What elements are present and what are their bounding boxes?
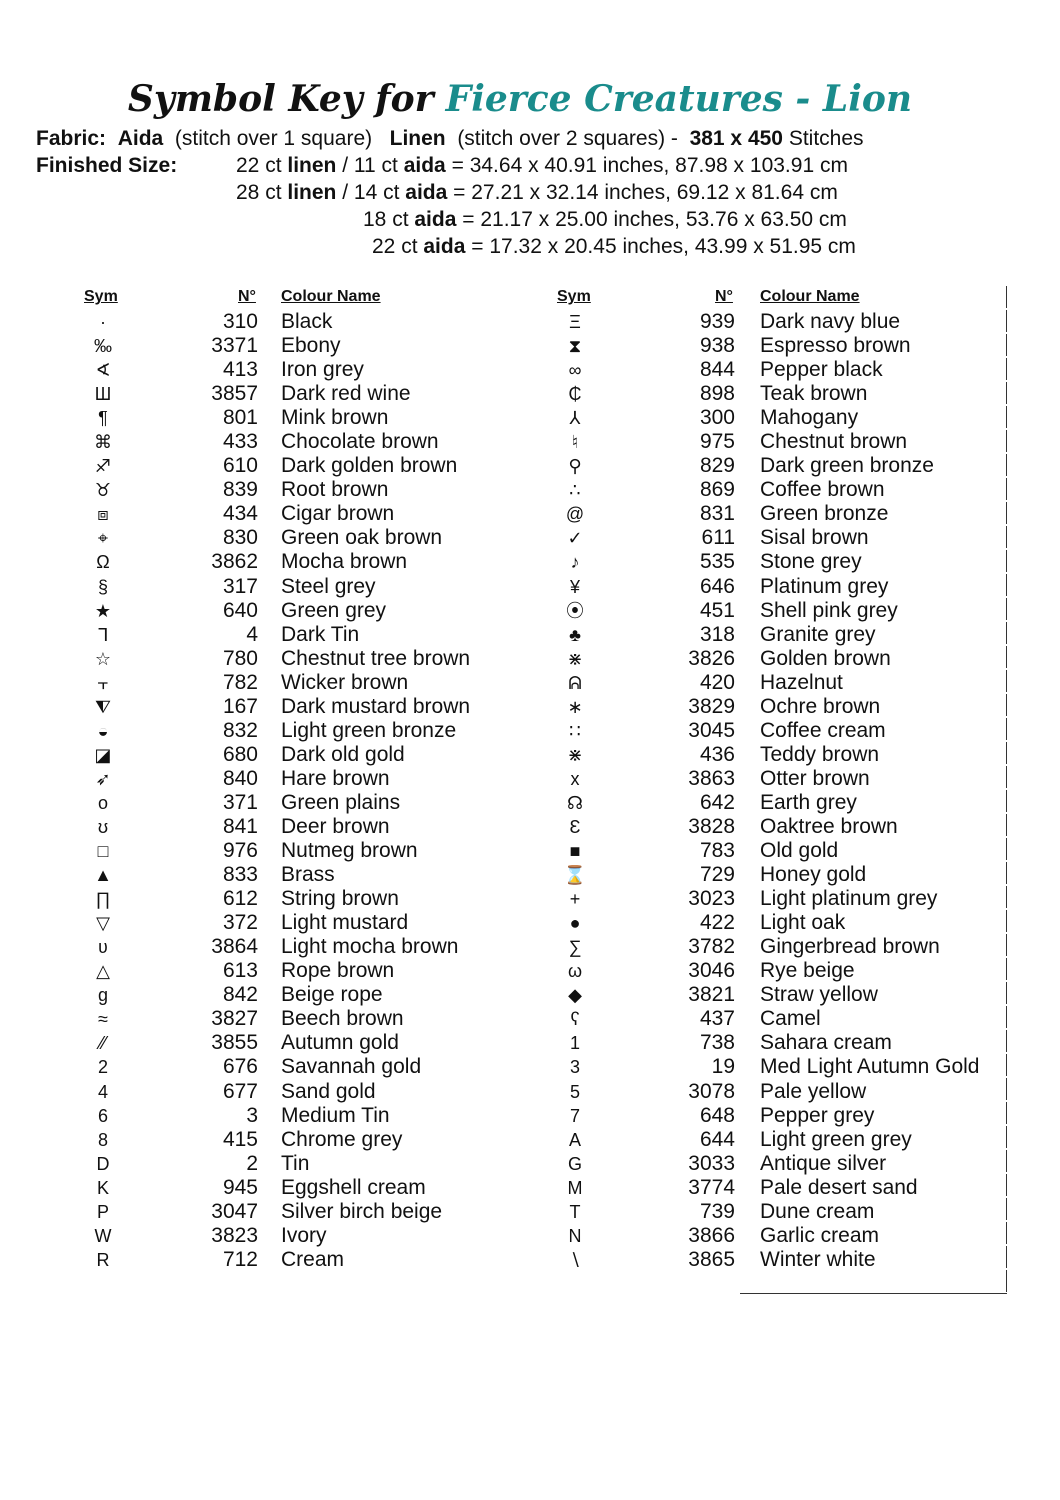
symbol-glyph: ▲ — [94, 865, 112, 886]
colour-name: Light platinum grey — [760, 887, 938, 911]
size-fabric-aida: aida — [403, 154, 446, 177]
symbol-glyph: ∏ — [95, 889, 111, 910]
size-fabric-aida: aida — [405, 181, 448, 204]
header-sym-right: Sym — [557, 288, 591, 305]
symbol-glyph: ⦿ — [566, 600, 584, 621]
size-fabric-aida: aida — [423, 235, 466, 258]
symbol-glyph: ∴ — [569, 480, 581, 501]
thread-number: 420 — [699, 670, 735, 694]
symbol-glyph: ♮ — [571, 432, 579, 453]
size-dimensions: = 34.64 x 40.91 inches, 87.98 x 103.91 cm — [451, 154, 848, 177]
colour-name: String brown — [281, 887, 399, 911]
header-num-left: N° — [238, 288, 256, 305]
colour-name: Beech brown — [281, 1007, 404, 1031]
thread-number: 648 — [699, 1103, 735, 1127]
size-fabric-linen: linen — [287, 154, 337, 177]
thread-number: 422 — [699, 911, 735, 935]
symbol-glyph: ⅄ — [569, 408, 581, 429]
colour-name: Deer brown — [281, 814, 390, 838]
colour-name: Gingerbread brown — [760, 935, 940, 959]
symbol-glyph: ∷ — [569, 720, 581, 741]
colour-name: Cigar brown — [281, 502, 395, 526]
colour-name: Chocolate brown — [281, 430, 439, 454]
symbol-glyph: ∖ — [569, 1249, 581, 1270]
colour-name: Pepper black — [760, 358, 883, 382]
fabric-linen-note: (stitch over 2 squares) - — [457, 127, 678, 150]
thread-number: 712 — [222, 1247, 258, 1271]
symbol-glyph: · — [100, 312, 106, 332]
colour-name: Sisal brown — [760, 526, 869, 550]
page-title — [0, 78, 1040, 120]
colour-name: Sand gold — [281, 1079, 376, 1103]
fabric-aida-note: (stitch over 1 square) — [174, 127, 373, 150]
symbol-glyph: x — [570, 768, 580, 789]
thread-number: 3863 — [688, 766, 735, 790]
symbol-glyph: ʋ — [98, 937, 108, 958]
symbol-glyph: ♐ — [94, 456, 112, 477]
colour-name: Old gold — [760, 839, 839, 863]
symbol-glyph: 4 — [97, 1081, 108, 1102]
colour-name: Coffee cream — [760, 718, 886, 742]
symbol-glyph: ✓ — [567, 528, 583, 549]
symbol-glyph: ⧗ — [568, 336, 582, 357]
symbol-glyph: A — [568, 1129, 581, 1150]
thread-number: 3855 — [211, 1031, 258, 1055]
thread-number: 841 — [222, 814, 258, 838]
colour-name: Dark golden brown — [281, 454, 458, 478]
header-sym-left: Sym — [84, 288, 118, 305]
symbol-glyph: Ξ — [569, 312, 581, 332]
thread-number: 310 — [222, 310, 258, 333]
symbol-glyph: ¶ — [98, 408, 108, 429]
symbol-glyph: ♪ — [570, 552, 580, 573]
fabric-label: Fabric: — [36, 127, 107, 150]
size-dimensions: = 27.21 x 32.14 inches, 69.12 x 81.64 cm — [453, 181, 838, 204]
title-prefix: Symbol Key for — [127, 78, 434, 120]
colour-name: Dark red wine — [281, 382, 411, 406]
symbol-glyph: ⋇ — [567, 648, 583, 669]
colour-name: Rye beige — [760, 959, 855, 983]
symbol-glyph: ∞ — [568, 360, 582, 381]
size-line — [372, 233, 856, 260]
thread-number: 434 — [222, 502, 258, 526]
thread-number: 801 — [222, 406, 258, 430]
thread-number: 640 — [222, 598, 258, 622]
symbol-glyph: ☊ — [567, 792, 583, 813]
thread-number: 839 — [222, 478, 258, 502]
colour-name: Dark navy blue — [760, 310, 901, 333]
symbol-glyph: 7 — [569, 1105, 580, 1126]
colour-name: Ochre brown — [760, 694, 881, 718]
symbol-glyph: ☆ — [94, 648, 112, 669]
thread-number: 3866 — [688, 1223, 735, 1247]
colour-name: Eggshell cream — [281, 1175, 426, 1199]
thread-number: 3827 — [211, 1007, 258, 1031]
colour-name: Coffee brown — [760, 478, 885, 502]
symbol-glyph: ≈ — [98, 1009, 108, 1030]
thread-number: 939 — [699, 310, 735, 333]
symbol-glyph: ⚲ — [568, 456, 582, 477]
finished-size-label: Finished Size: — [36, 154, 178, 177]
thread-number: 3782 — [688, 935, 735, 959]
finished-size-label-row — [36, 152, 177, 179]
stitches-word: Stitches — [788, 127, 864, 150]
colour-name: Light green grey — [760, 1127, 912, 1151]
symbol-glyph: ᒣ — [97, 624, 109, 645]
colour-name: Teddy brown — [760, 742, 880, 766]
symbol-glyph: ω — [567, 961, 583, 982]
thread-number: 19 — [711, 1055, 735, 1079]
header-name-left: Colour Name — [281, 288, 381, 305]
symbol-glyph: 2 — [97, 1057, 108, 1078]
colour-name: Teak brown — [760, 382, 868, 406]
size-ct: 22 ct — [372, 235, 418, 258]
thread-number: 738 — [699, 1031, 735, 1055]
colour-name: Green oak brown — [281, 526, 443, 550]
colour-name: Hazelnut — [760, 670, 843, 694]
thread-number: 371 — [222, 790, 258, 814]
colour-name: Winter white — [760, 1247, 876, 1271]
thread-number: 3774 — [688, 1175, 735, 1199]
thread-number: 898 — [699, 382, 735, 406]
thread-number: 945 — [222, 1175, 258, 1199]
symbol-glyph: ♣ — [569, 624, 581, 645]
size-line — [236, 179, 838, 206]
colour-name: Green plains — [281, 790, 401, 814]
symbol-glyph: ⧨ — [94, 696, 112, 717]
symbol-glyph: ▽ — [96, 913, 110, 934]
thread-number: 644 — [699, 1127, 735, 1151]
symbol-glyph: ⁄⁄ — [99, 1033, 106, 1054]
symbol-glyph: Ω — [96, 552, 110, 573]
colour-name: Dune cream — [760, 1199, 875, 1223]
colour-name: Mocha brown — [281, 550, 408, 574]
thread-number: 3821 — [688, 983, 735, 1007]
thread-number: 3828 — [688, 814, 735, 838]
symbol-glyph: T — [569, 1201, 581, 1222]
thread-number: 535 — [699, 550, 735, 574]
thread-number: 830 — [222, 526, 258, 550]
thread-number: 3857 — [211, 382, 258, 406]
colour-name: Oaktree brown — [760, 814, 898, 838]
colour-name: Brass — [281, 863, 335, 887]
colour-name: Garlic cream — [760, 1223, 880, 1247]
thread-number: 415 — [222, 1127, 258, 1151]
thread-number: 3 — [246, 1103, 258, 1127]
symbol-glyph: @ — [565, 504, 585, 525]
colour-name: Steel grey — [281, 574, 376, 598]
colour-name: Wicker brown — [281, 670, 409, 694]
colour-name: Light oak — [760, 911, 846, 935]
thread-number: 869 — [699, 478, 735, 502]
colour-name: Beige rope — [281, 983, 383, 1007]
thread-number: 3864 — [211, 935, 258, 959]
colour-name: Sahara cream — [760, 1031, 892, 1055]
colour-name: Cream — [281, 1247, 345, 1271]
thread-number: 3862 — [211, 550, 258, 574]
thread-number: 2 — [246, 1151, 258, 1175]
thread-number: 413 — [222, 358, 258, 382]
thread-number: 3826 — [688, 646, 735, 670]
symbol-glyph: ⌛ — [563, 865, 587, 886]
symbol-glyph: △ — [96, 961, 110, 982]
colour-name: Espresso brown — [760, 334, 911, 358]
thread-number: 3023 — [688, 887, 735, 911]
symbol-glyph: ⌖ — [97, 528, 109, 549]
colour-name: Otter brown — [760, 766, 870, 790]
thread-number: 831 — [699, 502, 735, 526]
thread-number: 975 — [699, 430, 735, 454]
symbol-glyph: W — [94, 1225, 112, 1246]
size-ct-alt: / 14 ct — [342, 181, 400, 204]
size-fabric-linen: linen — [287, 181, 337, 204]
colour-name: Chestnut tree brown — [281, 646, 471, 670]
symbol-glyph: ¥ — [569, 576, 580, 597]
thread-number: 3371 — [211, 334, 258, 358]
symbol-glyph: o — [97, 792, 108, 813]
size-fabric-aida: aida — [414, 208, 457, 231]
symbol-glyph: ● — [569, 913, 581, 934]
thread-number: 676 — [222, 1055, 258, 1079]
colour-name: Straw yellow — [760, 983, 878, 1007]
colour-name: Rope brown — [281, 959, 395, 983]
thread-number: 833 — [222, 863, 258, 887]
colour-name: Light green bronze — [281, 718, 457, 742]
thread-number: 3047 — [211, 1199, 258, 1223]
bottom-border-line — [740, 1293, 1007, 1294]
symbol-glyph: ◆ — [568, 985, 582, 1006]
thread-number: 729 — [699, 863, 735, 887]
colour-name: Root brown — [281, 478, 389, 502]
thread-number: 300 — [699, 406, 735, 430]
colour-name: Dark old gold — [281, 742, 405, 766]
symbol-glyph: K — [96, 1177, 109, 1198]
colour-name: Iron grey — [281, 358, 364, 382]
colour-name: Pale yellow — [760, 1079, 867, 1103]
size-line — [236, 152, 848, 179]
symbol-glyph: + — [569, 889, 581, 910]
thread-number: 844 — [699, 358, 735, 382]
colour-name: Tin — [281, 1151, 310, 1175]
symbol-glyph: § — [97, 576, 108, 597]
thread-number: 832 — [222, 718, 258, 742]
header-num-right: N° — [715, 288, 733, 305]
thread-number: 677 — [222, 1079, 258, 1103]
symbol-glyph: P — [96, 1201, 109, 1222]
colour-name: Stone grey — [760, 550, 862, 574]
fabric-line — [36, 125, 864, 152]
symbol-glyph: ⧈ — [97, 504, 109, 525]
symbol-glyph: ∢ — [95, 360, 111, 381]
thread-number: 782 — [222, 670, 258, 694]
thread-number: 167 — [222, 694, 258, 718]
colour-name: Chestnut brown — [760, 430, 908, 454]
colour-name: Autumn gold — [281, 1031, 399, 1055]
thread-number: 3046 — [688, 959, 735, 983]
size-ct-alt: / 11 ct — [342, 154, 398, 177]
thread-number: 317 — [222, 574, 258, 598]
thread-number: 3033 — [688, 1151, 735, 1175]
colour-name: Mink brown — [281, 406, 389, 430]
symbol-glyph: ₵ — [568, 384, 582, 405]
thread-number: 642 — [699, 790, 735, 814]
size-dimensions: = 21.17 x 25.00 inches, 53.76 x 63.50 cm — [462, 208, 847, 231]
colour-name: Hare brown — [281, 766, 390, 790]
stitch-count: 381 x 450 — [689, 127, 783, 150]
colour-name: Shell pink grey — [760, 598, 898, 622]
colour-name: Nutmeg brown — [281, 839, 418, 863]
size-ct: 18 ct — [363, 208, 409, 231]
colour-name: Medium Tin — [281, 1103, 390, 1127]
symbol-glyph: 1 — [569, 1033, 580, 1054]
symbol-glyph: 3 — [569, 1057, 580, 1078]
colour-name: Dark green bronze — [760, 454, 934, 478]
thread-number: 372 — [222, 911, 258, 935]
fabric-aida: Aida — [117, 127, 164, 150]
thread-number: 612 — [222, 887, 258, 911]
symbol-glyph: N — [568, 1225, 582, 1246]
thread-number: 611 — [701, 526, 735, 550]
colour-name: Pepper grey — [760, 1103, 875, 1127]
thread-number: 3823 — [211, 1223, 258, 1247]
right-border-line — [1006, 286, 1007, 1294]
size-ct: 22 ct — [236, 154, 282, 177]
symbol-glyph: ■ — [569, 841, 581, 862]
thread-number: 613 — [222, 959, 258, 983]
colour-name: Silver birch beige — [281, 1199, 443, 1223]
thread-number: 680 — [222, 742, 258, 766]
symbol-glyph: 5 — [569, 1081, 580, 1102]
thread-number: 3045 — [688, 718, 735, 742]
thread-number: 3829 — [688, 694, 735, 718]
colour-name: Earth grey — [760, 790, 857, 814]
symbol-glyph: ⫟ — [97, 672, 109, 693]
thread-number: 433 — [222, 430, 258, 454]
symbol-glyph: ◪ — [94, 744, 112, 765]
symbol-glyph: ⋇ — [567, 744, 583, 765]
colour-name: Pale desert sand — [760, 1175, 918, 1199]
colour-name: Golden brown — [760, 646, 891, 670]
symbol-glyph: □ — [97, 841, 109, 862]
symbol-glyph: Ɛ — [569, 816, 581, 837]
thread-number: 829 — [699, 454, 735, 478]
colour-name: Granite grey — [760, 622, 876, 646]
title-pattern-name: Fierce Creatures - Lion — [445, 78, 913, 120]
symbol-glyph: ⌘ — [94, 432, 112, 453]
symbol-glyph: M — [567, 1177, 583, 1198]
size-ct: 28 ct — [236, 181, 282, 204]
header-name-right: Colour Name — [760, 288, 860, 305]
symbol-glyph: 6 — [97, 1105, 108, 1126]
thread-number: 436 — [699, 742, 735, 766]
size-dimensions: = 17.32 x 20.45 inches, 43.99 x 51.95 cm — [471, 235, 856, 258]
colour-name: Chrome grey — [281, 1127, 403, 1151]
symbol-glyph: G — [567, 1153, 582, 1174]
colour-name: Platinum grey — [760, 574, 889, 598]
thread-number: 842 — [222, 983, 258, 1007]
thread-number: 3078 — [688, 1079, 735, 1103]
colour-name: Med Light Autumn Gold — [760, 1055, 980, 1079]
colour-name: Green bronze — [760, 502, 889, 526]
colour-name: Light mustard — [281, 911, 409, 935]
symbol-glyph: ➶ — [95, 768, 111, 789]
colour-name: Dark Tin — [281, 622, 360, 646]
fabric-linen: Linen — [389, 127, 446, 150]
thread-number: 3865 — [688, 1247, 735, 1271]
thread-number: 646 — [699, 574, 735, 598]
symbol-glyph: D — [96, 1153, 110, 1174]
colour-name: Ivory — [281, 1223, 327, 1247]
symbol-glyph: ᕱ — [568, 672, 582, 693]
colour-name: Ebony — [281, 334, 341, 358]
colour-name: Savannah gold — [281, 1055, 422, 1079]
colour-name: Honey gold — [760, 863, 867, 887]
colour-name: Light mocha brown — [281, 935, 459, 959]
symbol-glyph: ♉ — [94, 480, 112, 501]
symbol-glyph: ʕ — [570, 1009, 580, 1030]
colour-name: Mahogany — [760, 406, 859, 430]
symbol-glyph: ∗ — [567, 696, 583, 717]
colour-name: Camel — [760, 1007, 821, 1031]
thread-number: 840 — [222, 766, 258, 790]
thread-number: 610 — [222, 454, 258, 478]
size-line — [363, 206, 847, 233]
colour-name: Green grey — [281, 598, 387, 622]
thread-number: 739 — [699, 1199, 735, 1223]
symbol-glyph: ★ — [94, 600, 112, 621]
symbol-glyph: Ш — [94, 384, 112, 405]
colour-name: Dark mustard brown — [281, 694, 471, 718]
thread-number: 976 — [222, 839, 258, 863]
symbol-glyph: ‰ — [94, 336, 112, 357]
thread-number: 437 — [699, 1007, 735, 1031]
thread-number: 780 — [222, 646, 258, 670]
symbol-glyph: 8 — [97, 1129, 108, 1150]
colour-name: Black — [281, 310, 333, 333]
symbol-glyph: ∑ — [568, 937, 582, 958]
thread-number: 318 — [699, 622, 735, 646]
symbol-glyph: ʊ — [97, 816, 109, 837]
colour-name: Antique silver — [760, 1151, 887, 1175]
symbol-glyph: R — [96, 1249, 110, 1270]
thread-number: 4 — [246, 622, 258, 646]
symbol-glyph: ◒ — [97, 720, 109, 741]
thread-number: 783 — [699, 839, 735, 863]
symbol-glyph: g — [97, 985, 108, 1006]
thread-number: 938 — [699, 334, 735, 358]
thread-number: 451 — [699, 598, 735, 622]
